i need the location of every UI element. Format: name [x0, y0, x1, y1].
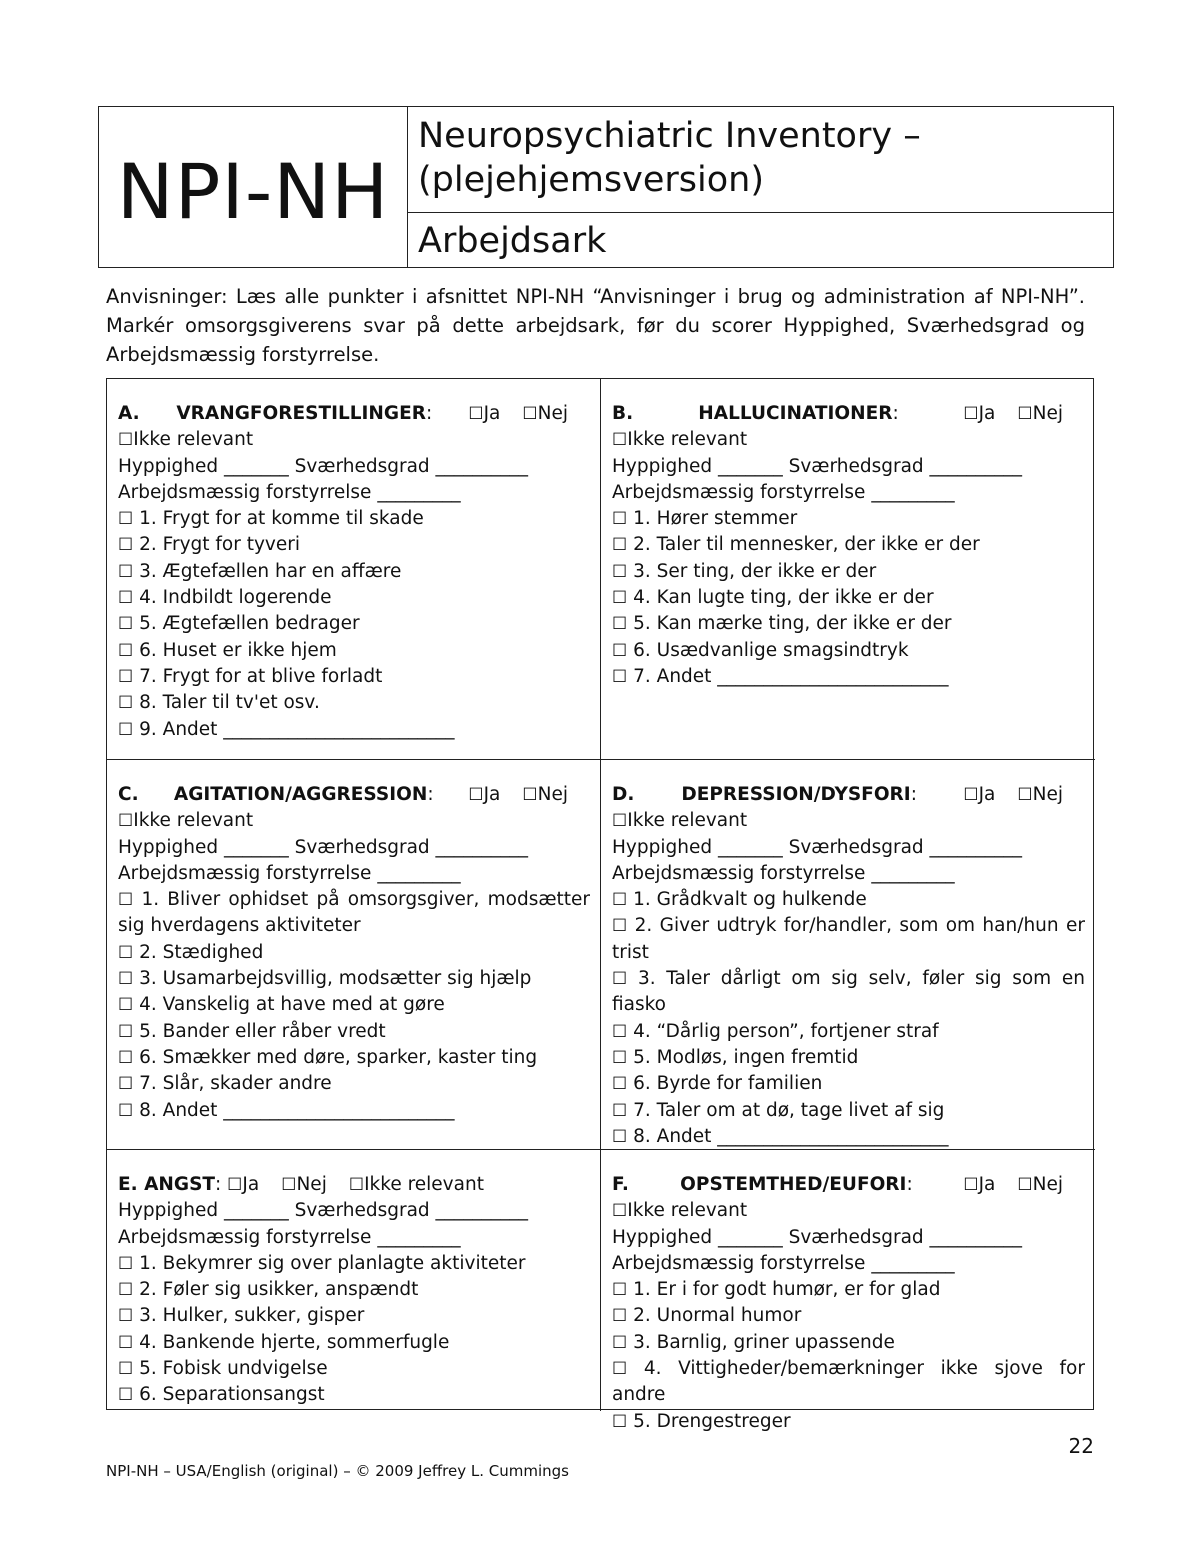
domain-name: A. VRANGFORESTILLINGER: [118, 403, 426, 424]
checklist-item: [118, 664, 590, 690]
score-fields: [118, 454, 590, 480]
item-label: 3. Usamarbejdsvillig, modsætter sig hjælp: [139, 968, 532, 990]
disruption-field[interactable]: Arbejdsmæssig forstyrrelse _________: [612, 862, 955, 884]
answer-no-label: Nej: [1032, 784, 1063, 805]
checklist-item: [612, 1277, 1085, 1303]
checkbox-icon[interactable]: ☐: [118, 811, 134, 832]
item-label: 4. Vittigheder/bemærkninger ikke sjove for andre: [612, 1358, 1085, 1406]
item-label: 6. Smækker med døre, sparker, kaster ting: [139, 1046, 538, 1068]
item-label: 1. Grådkvalt og hulkende: [633, 889, 867, 911]
answer-no-option[interactable]: [1017, 401, 1063, 427]
checklist-item: [118, 966, 590, 992]
checkbox-icon[interactable]: ☐: [118, 588, 134, 609]
checkbox-icon[interactable]: ☐: [612, 640, 628, 661]
domain-header: E. ANGST: ☐Ja ☐Nej ☐Ikke relevant: [118, 1172, 590, 1198]
score-fields: [612, 454, 1085, 480]
item-label: 1. Bekymrer sig over planlagte aktiviteter: [139, 1252, 526, 1274]
disruption-row: [118, 480, 590, 506]
form-code: NPI-NH: [99, 107, 408, 267]
answer-no-label: Nej: [537, 784, 568, 805]
checkbox-icon[interactable]: ☐: [1017, 785, 1033, 805]
item-label: 8. Andet _________________________: [139, 1099, 455, 1121]
checkbox-icon[interactable]: ☐: [348, 1175, 365, 1195]
checkbox-icon[interactable]: ☐: [963, 1175, 979, 1195]
frequency-field[interactable]: Hyppighed _______: [612, 1226, 783, 1248]
item-label: 6. Usædvanlige smagsindtryk: [633, 639, 909, 661]
checkbox-icon[interactable]: ☐: [118, 890, 134, 911]
answer-not-relevant-option[interactable]: [349, 1172, 484, 1198]
answer-yes-label: Ja: [978, 403, 996, 424]
checkbox-icon[interactable]: ☐: [612, 811, 628, 832]
checkbox-icon[interactable]: ☐: [118, 1047, 134, 1068]
severity-field[interactable]: Sværhedsgrad __________: [788, 455, 1023, 477]
disruption-field[interactable]: Arbejdsmæssig forstyrrelse _________: [612, 1252, 955, 1274]
checklist-item: [118, 1356, 590, 1382]
answer-not-relevant-label: Ikke relevant: [627, 810, 748, 832]
answer-not-relevant-option[interactable]: [612, 1198, 747, 1224]
answer-not-relevant-option[interactable]: [118, 427, 253, 453]
domain-header: B. HALLUCINATIONER: ☐Ja ☐Nej☐Ikke relevant: [612, 401, 1085, 454]
checklist-item: [612, 532, 1085, 558]
answer-yes-option[interactable]: [468, 782, 500, 808]
checklist-item: [612, 1124, 1085, 1150]
answer-yes-option[interactable]: [227, 1172, 259, 1198]
checkbox-icon[interactable]: ☐: [118, 1021, 134, 1042]
item-label: 4. Vanskelig at have med at gøre: [139, 994, 445, 1016]
checkbox-icon[interactable]: ☐: [612, 535, 628, 556]
checklist-item: [118, 992, 590, 1018]
checkbox-icon[interactable]: ☐: [468, 785, 484, 805]
checkbox-icon[interactable]: ☐: [118, 561, 134, 582]
domain-name: B. HALLUCINATIONER: [612, 403, 893, 424]
checklist-item: [612, 966, 1085, 1019]
disruption-field[interactable]: Arbejdsmæssig forstyrrelse _________: [118, 862, 461, 884]
checklist-item: [118, 1019, 590, 1045]
checkbox-icon[interactable]: ☐: [227, 1175, 243, 1195]
item-label: 7. Andet _________________________: [633, 665, 949, 687]
form-title: [408, 107, 1113, 213]
checkbox-icon[interactable]: ☐: [118, 1100, 134, 1121]
checkbox-icon[interactable]: ☐: [118, 969, 134, 990]
item-label: 8. Andet _________________________: [633, 1125, 949, 1147]
checkbox-icon[interactable]: ☐: [118, 430, 134, 451]
checklist-item: [118, 1098, 590, 1124]
checkbox-icon[interactable]: ☐: [1017, 404, 1033, 424]
checklist-item: [612, 1356, 1085, 1409]
item-label: 1. Hører stemmer: [633, 508, 798, 530]
answer-yes-option[interactable]: [963, 782, 995, 808]
answer-yes-label: Ja: [242, 1174, 260, 1195]
checkbox-icon[interactable]: ☐: [612, 969, 628, 990]
item-label: 4. Kan lugte ting, der ikke er der: [633, 587, 934, 609]
checklist-item: [612, 664, 1085, 690]
checklist-item: [118, 532, 590, 558]
domains-grid: [106, 378, 1094, 1432]
checkbox-icon[interactable]: ☐: [118, 509, 134, 530]
checklist-item: [118, 1045, 590, 1071]
item-label: 3. Ægtefællen har en affære: [139, 560, 402, 582]
item-label: 3. Hulker, sukker, gisper: [139, 1305, 365, 1327]
checkbox-icon[interactable]: ☐: [118, 535, 134, 556]
checkbox-icon[interactable]: ☐: [118, 1074, 134, 1095]
answer-no-option[interactable]: [522, 782, 568, 808]
checkbox-icon[interactable]: ☐: [612, 1411, 628, 1432]
score-fields: [612, 835, 1085, 861]
answer-no-label: Nej: [296, 1174, 327, 1195]
header-right: [408, 107, 1113, 267]
checklist-item: [118, 690, 590, 716]
item-label: 3. Barnlig, griner upassende: [633, 1331, 895, 1353]
checklist-item: [118, 940, 590, 966]
checkbox-icon[interactable]: ☐: [612, 1074, 628, 1095]
checklist-item: [612, 1303, 1085, 1329]
answer-yes-label: Ja: [978, 1174, 996, 1195]
page-number: 22: [1068, 1434, 1094, 1458]
item-label: 6. Huset er ikke hjem: [139, 639, 337, 661]
answer-no-option[interactable]: [522, 401, 568, 427]
item-label: 5. Kan mærke ting, der ikke er der: [633, 613, 952, 635]
answer-yes-label: Ja: [483, 784, 501, 805]
checkbox-icon[interactable]: ☐: [118, 719, 134, 740]
checkbox-icon[interactable]: ☐: [612, 1306, 628, 1327]
checklist-item: [118, 1277, 590, 1303]
checklist-item: [612, 1019, 1085, 1045]
checklist-item: [612, 638, 1085, 664]
checklist-item: [612, 585, 1085, 611]
answer-not-relevant-label: Ikke relevant: [133, 810, 254, 832]
checklist-item: [612, 1045, 1085, 1071]
answer-no-label: Nej: [1032, 403, 1063, 424]
form-subtitle: Arbejdsark: [418, 221, 607, 261]
item-label: 3. Ser ting, der ikke er der: [633, 560, 877, 582]
checkbox-icon[interactable]: ☐: [118, 995, 134, 1016]
item-label: 1. Er i for godt humør, er for glad: [633, 1279, 941, 1301]
item-label: 4. “Dårlig person”, fortjener straf: [633, 1020, 939, 1042]
checklist-item: [612, 887, 1085, 913]
answer-yes-option[interactable]: [468, 401, 500, 427]
checklist-item: [118, 1071, 590, 1097]
checkbox-icon[interactable]: ☐: [612, 430, 628, 451]
answer-yes-label: Ja: [978, 784, 996, 805]
checkbox-icon[interactable]: ☐: [612, 614, 628, 635]
disruption-field[interactable]: Arbejdsmæssig forstyrrelse _________: [118, 1226, 461, 1248]
checkbox-icon[interactable]: ☐: [612, 561, 628, 582]
domain-header: A. VRANGFORESTILLINGER: ☐Ja ☐Nej☐Ikke relevant: [118, 401, 590, 454]
disruption-field[interactable]: Arbejdsmæssig forstyrrelse _________: [612, 481, 955, 503]
checkbox-icon[interactable]: ☐: [118, 614, 134, 635]
disruption-row: [612, 1251, 1085, 1277]
severity-field[interactable]: Sværhedsgrad __________: [294, 1200, 529, 1222]
item-label: 5. Ægtefællen bedrager: [139, 613, 360, 635]
checklist-item: [118, 1330, 590, 1356]
item-label: 3. Taler dårligt om sig selv, føler sig som en fiasko: [612, 968, 1085, 1016]
item-label: 5. Fobisk undvigelse: [139, 1358, 328, 1380]
item-label: 2. Unormal humor: [633, 1305, 802, 1327]
checkbox-icon[interactable]: ☐: [118, 942, 134, 963]
item-label: 4. Indbildt logerende: [139, 587, 332, 609]
checklist-item: [118, 887, 590, 940]
answer-not-relevant-label: Ikke relevant: [364, 1174, 484, 1195]
item-label: 7. Taler om at dø, tage livet af sig: [633, 1099, 945, 1121]
answer-no-label: Nej: [537, 403, 568, 424]
domain-cell-d: [601, 759, 1095, 1149]
checkbox-icon[interactable]: ☐: [612, 1021, 628, 1042]
checkbox-icon[interactable]: ☐: [118, 1306, 134, 1327]
checklist-item: [612, 1409, 1085, 1435]
checkbox-icon[interactable]: ☐: [118, 1280, 134, 1301]
checklist-item: [118, 717, 590, 743]
item-label: 6. Byrde for familien: [633, 1073, 823, 1095]
checklist-item: [118, 506, 590, 532]
checkbox-icon[interactable]: ☐: [612, 1047, 628, 1068]
checklist-item: [612, 1330, 1085, 1356]
frequency-field[interactable]: Hyppighed _______: [118, 1200, 289, 1222]
checkbox-icon[interactable]: ☐: [118, 1385, 134, 1406]
domain-cell-a: [107, 379, 601, 759]
domain-name: D. DEPRESSION/DYSFORI: [612, 784, 911, 805]
form-title-line2: (plejehjemsversion): [418, 160, 765, 200]
item-label: 6. Separationsangst: [139, 1384, 325, 1406]
frequency-field[interactable]: Hyppighed _______: [118, 455, 289, 477]
severity-field[interactable]: Sværhedsgrad __________: [788, 836, 1023, 858]
disruption-row: [118, 1225, 590, 1251]
checkbox-icon[interactable]: ☐: [612, 1280, 628, 1301]
checkbox-icon[interactable]: ☐: [118, 1332, 134, 1353]
checkbox-icon[interactable]: ☐: [281, 1175, 297, 1195]
disruption-row: [612, 861, 1085, 887]
item-label: 7. Slår, skader andre: [139, 1073, 332, 1095]
checkbox-icon[interactable]: ☐: [522, 785, 538, 805]
item-label: 2. Føler sig usikker, anspændt: [139, 1279, 419, 1301]
score-fields: [612, 1225, 1085, 1251]
score-fields: [118, 1198, 590, 1224]
disruption-row: [612, 480, 1085, 506]
item-label: 5. Bander eller råber vredt: [139, 1020, 386, 1042]
domain-header: C. AGITATION/AGGRESSION: ☐Ja ☐Nej☐Ikke relevant: [118, 782, 590, 835]
answer-not-relevant-option[interactable]: [612, 808, 747, 834]
answer-no-option[interactable]: [1017, 1172, 1063, 1198]
answer-yes-option[interactable]: [963, 1172, 995, 1198]
checkbox-icon[interactable]: ☐: [522, 404, 538, 424]
checklist-item: [612, 913, 1085, 966]
answer-no-label: Nej: [1032, 1174, 1063, 1195]
checkbox-icon[interactable]: ☐: [118, 640, 134, 661]
frequency-field[interactable]: Hyppighed _______: [612, 836, 783, 858]
instructions-paragraph: Anvisninger: Læs alle punkter i afsnittet NPI-NH “Anvisninger i brug og administration af NPI-NH”. Markér omsorgsgiverens svar på dette arbejdsark, før du scorer Hyppighed, Sværhedsgrad og Arbejdsmæssig forstyrrelse.: [106, 285, 1085, 366]
severity-field[interactable]: Sværhedsgrad __________: [294, 836, 529, 858]
checkbox-icon[interactable]: ☐: [963, 785, 979, 805]
answer-not-relevant-option[interactable]: [118, 808, 253, 834]
domain-cell-b: [601, 379, 1095, 759]
score-fields: [118, 835, 590, 861]
item-label: 1. Frygt for at komme til skade: [139, 508, 424, 530]
checkbox-icon[interactable]: ☐: [118, 1359, 134, 1380]
domain-cell-f: [601, 1149, 1095, 1432]
checkbox-icon[interactable]: ☐: [118, 693, 134, 714]
footer-copyright: NPI-NH – USA/English (original) – © 2009 Jeffrey L. Cummings: [106, 1462, 569, 1480]
frequency-field[interactable]: Hyppighed _______: [612, 455, 783, 477]
checkbox-icon[interactable]: ☐: [612, 1126, 628, 1147]
item-label: 4. Bankende hjerte, sommerfugle: [139, 1331, 450, 1353]
answer-no-option[interactable]: [1017, 782, 1063, 808]
item-label: 9. Andet _________________________: [139, 718, 455, 740]
checklist-item: [118, 611, 590, 637]
checkbox-icon[interactable]: ☐: [118, 1253, 134, 1274]
domain-name: E. ANGST: [118, 1174, 216, 1195]
item-label: 1. Bliver ophidset på omsorgsgiver, modsætter sig hverdagens aktiviteter: [118, 889, 590, 937]
answer-not-relevant-label: Ikke relevant: [627, 1200, 748, 1222]
domain-name: F. OPSTEMTHED/EUFORI: [612, 1174, 907, 1195]
disruption-field[interactable]: Arbejdsmæssig forstyrrelse _________: [118, 481, 461, 503]
item-label: 2. Giver udtryk for/handler, som om han/hun er trist: [612, 915, 1085, 963]
item-label: 5. Drengestreger: [633, 1410, 791, 1432]
checklist-item: [118, 559, 590, 585]
checkbox-icon[interactable]: ☐: [612, 509, 628, 530]
checkbox-icon[interactable]: ☐: [612, 588, 628, 609]
checkbox-icon[interactable]: ☐: [1017, 1175, 1033, 1195]
domain-header: D. DEPRESSION/DYSFORI: ☐Ja ☐Nej☐Ikke relevant: [612, 782, 1085, 835]
answer-no-option[interactable]: [281, 1172, 327, 1198]
checklist-item: [118, 638, 590, 664]
checklist-item: [118, 585, 590, 611]
disruption-row: [118, 861, 590, 887]
domain-header: F. OPSTEMTHED/EUFORI: ☐Ja ☐Nej☐Ikke relevant: [612, 1172, 1085, 1225]
domain-cell-e: [107, 1149, 601, 1411]
item-label: 8. Taler til tv'et osv.: [139, 692, 320, 714]
form-title-line1: Neuropsychiatric Inventory –: [418, 116, 921, 156]
checklist-item: [612, 1098, 1085, 1124]
checkbox-icon[interactable]: ☐: [963, 404, 979, 424]
checklist-item: [612, 1071, 1085, 1097]
item-label: 7. Frygt for at blive forladt: [139, 665, 383, 687]
severity-field[interactable]: Sværhedsgrad __________: [788, 1226, 1023, 1248]
answer-yes-label: Ja: [483, 403, 501, 424]
item-label: 5. Modløs, ingen fremtid: [633, 1046, 859, 1068]
checkbox-icon[interactable]: ☐: [612, 916, 628, 937]
answer-not-relevant-label: Ikke relevant: [627, 429, 748, 451]
frequency-field[interactable]: Hyppighed _______: [118, 836, 289, 858]
checklist-item: [612, 506, 1085, 532]
domain-name: C. AGITATION/AGGRESSION: [118, 784, 428, 805]
checklist-item: [612, 611, 1085, 637]
checkbox-icon[interactable]: ☐: [612, 1332, 628, 1353]
checkbox-icon[interactable]: ☐: [468, 404, 484, 424]
header-table: [98, 106, 1114, 268]
checklist-item: [118, 1382, 590, 1408]
checkbox-icon[interactable]: ☐: [118, 666, 134, 687]
answer-yes-option[interactable]: [963, 401, 995, 427]
severity-field[interactable]: Sværhedsgrad __________: [294, 455, 529, 477]
checkbox-icon[interactable]: ☐: [612, 1201, 628, 1222]
item-label: 2. Frygt for tyveri: [139, 534, 300, 556]
answer-not-relevant-option[interactable]: [612, 427, 747, 453]
checkbox-icon[interactable]: ☐: [612, 666, 628, 687]
item-label: 2. Stædighed: [139, 941, 264, 963]
checkbox-icon[interactable]: ☐: [612, 1100, 628, 1121]
checklist-item: [612, 559, 1085, 585]
item-label: 2. Taler til mennesker, der ikke er der: [633, 534, 980, 556]
checkbox-icon[interactable]: ☐: [612, 890, 628, 911]
checklist-item: [118, 1251, 590, 1277]
answer-not-relevant-label: Ikke relevant: [133, 429, 254, 451]
checklist-item: [118, 1303, 590, 1329]
domain-cell-c: [107, 759, 601, 1149]
checkbox-icon[interactable]: ☐: [612, 1359, 628, 1380]
